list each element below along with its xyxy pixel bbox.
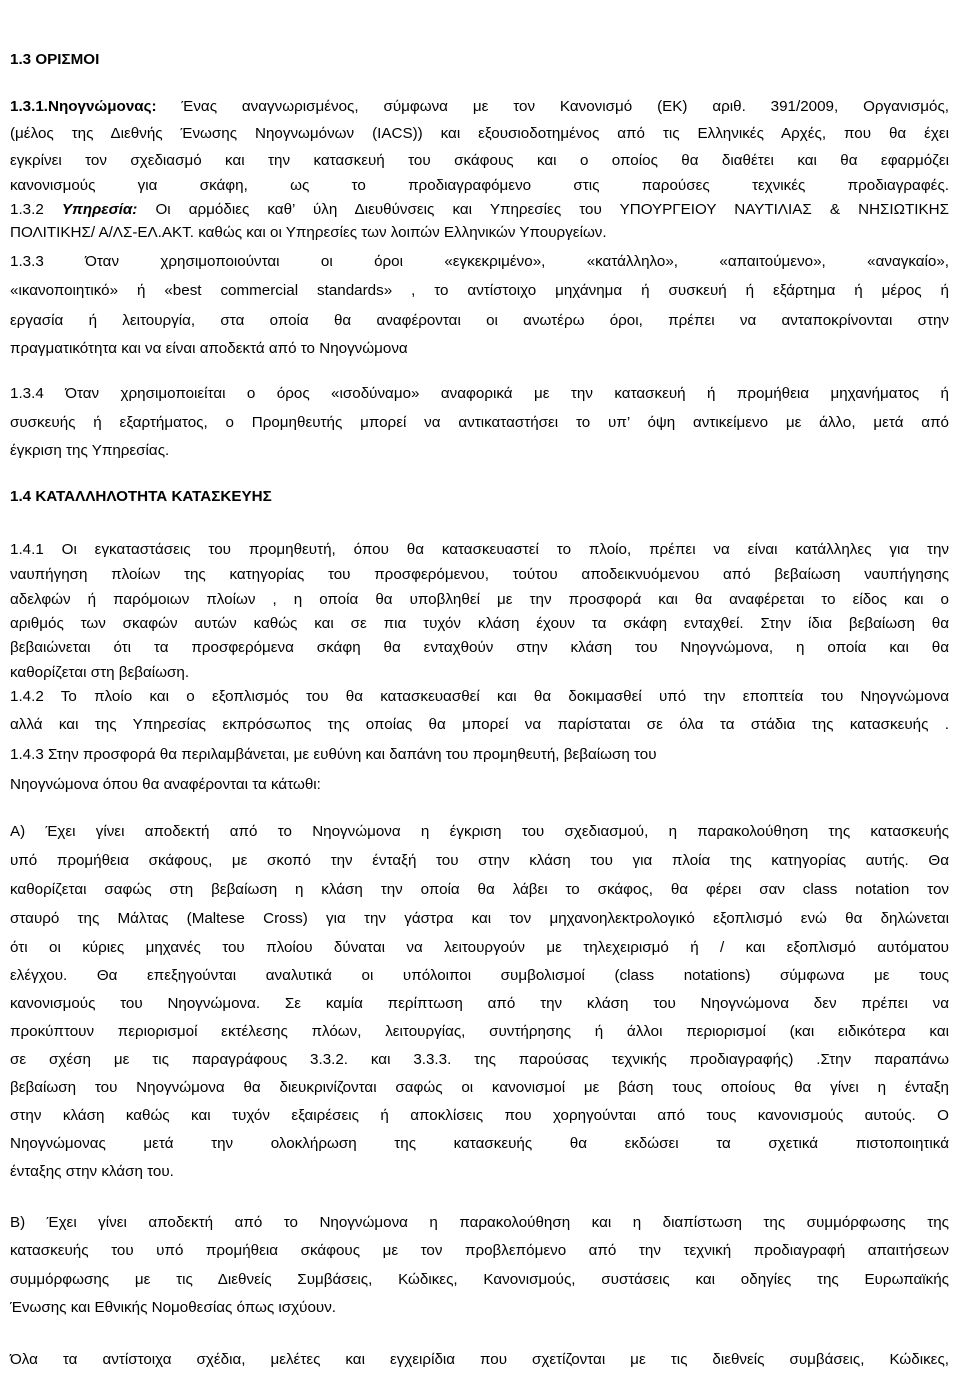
item-b-line: συμμόρφωσης με τις Διεθνείς Συμβάσεις, Κώδικες, Κανονισμούς, συστάσεις και οδηγίες της Ευρωπαϊκής bbox=[10, 1271, 949, 1288]
definition-1-3-1-line: εγκρίνει τον σχεδιασμό και την κατασκευή του σκάφους και ο οποίος θα διαθέτει και θα εφαρμόζει bbox=[10, 152, 949, 169]
paragraph-1-4-3-line: 1.4.3 Στην προσφορά θα περιλαμβάνεται, με ευθύνη και δαπάνη του προμηθευτή, βεβαίωση του bbox=[10, 746, 657, 763]
ministry-name: ΠΟΛΙΤΙΚΗΣ/ Α/ΛΣ-ΕΛ.ΑΚΤ. bbox=[10, 224, 194, 241]
paragraph-1-4-1-line: αδελφών ή παρόμοιων πλοίων , η οποία θα υποβληθεί με την προσφορά και θα αναφέρεται το είδος και ο bbox=[10, 591, 949, 608]
item-a-line: κανονισμούς του Νηογνώμονα. Σε καμία περίπτωση από την κλάση του Νηογνώμονα δεν πρέπει να bbox=[10, 995, 949, 1012]
definition-term: Νηογνώμονας: bbox=[48, 98, 157, 115]
item-b-line: Ένωσης και Εθνικής Νομοθεσίας όπως ισχύουν. bbox=[10, 1299, 337, 1316]
closing-paragraph-line: Όλα τα αντίστοιχα σχέδια, μελέτες και εγχειρίδια που σχετίζονται με τις διεθνείς συμβάσεις, Κώδικες, bbox=[10, 1351, 949, 1368]
definition-1-3-1-line: κανονισμούς για σκάφη, ως το προδιαγραφόμενο στις παρούσες τεχνικές προδιαγραφές. bbox=[10, 177, 949, 194]
paragraph-1-4-2-line: 1.4.2 Το πλοίο και ο εξοπλισμός του θα κατασκευασθεί και θα δοκιμασθεί υπό την εποπτεία του Νηογνώμονα bbox=[10, 688, 949, 705]
definition-1-3-4-line: 1.3.4 Όταν χρησιμοποιείται ο όρος «ισοδύναμο» αναφορικά με την κατασκευή ή προμήθεια μηχανήματος ή bbox=[10, 385, 949, 402]
item-a-line: σε σχέση με τις παραγράφους 3.3.2. και 3.3.3. της παρούσας τεχνικής προδιαγραφής) .Στην παραπάνω bbox=[10, 1051, 949, 1068]
paragraph-1-4-1-line: αριθμός των σκαφών αυτών καθώς και σε πια τυχόν κλάση έχουν τα σκάφη ενταχθεί. Στην ίδια βεβαίωση θα bbox=[10, 615, 949, 632]
definition-1-3-3-line: εργασία ή λειτουργία, στα οποία θα αναφέρονται οι ανωτέρω όροι, πρέπει να ανταποκρίνονται στην bbox=[10, 312, 949, 329]
section-heading-1-4: 1.4 ΚΑΤΑΛΛΗΛΟΤΗΤΑ ΚΑΤΑΣΚΕΥΗΣ bbox=[10, 488, 272, 505]
item-a-line: στην κλάση καθώς και τυχόν εξαιρέσεις ή αποκλίσεις που χορηγούνται από τους κανονισμούς αυτούς. Ο bbox=[10, 1107, 949, 1124]
item-b-line: κατασκευής του υπό προμήθεια σκάφους με τον προβλεπόμενο από την τεχνική προδιαγραφή απαιτήσεων bbox=[10, 1242, 949, 1259]
definition-1-3-4-line: έγκριση της Υπηρεσίας. bbox=[10, 442, 170, 459]
definition-term: Υπηρεσία: bbox=[61, 201, 138, 218]
definition-1-3-3-line: «ικανοποιητικό» ή «best commercial standards» , το αντίστοιχο μηχάνημα ή συσκευή ή εξάρτημα ή μέρος ή bbox=[10, 282, 949, 299]
item-b-line: Β) Έχει γίνει αποδεκτή από το Νηογνώμονα η παρακολούθηση και η διαπίστωση της συμμόρφωσης της bbox=[10, 1214, 949, 1231]
item-a-line: βεβαίωση του Νηογνώμονα θα διευκρινίζονται σαφώς οι κανονισμοί με βάση τους οποίους θα γίνει η ένταξη bbox=[10, 1079, 949, 1096]
paragraph-1-4-1-line: βεβαιώνεται ότι τα προσφερόμενα σκάφη θα ενταχθούν στην κλάση του Νηογνώμονα, η οποία και θα bbox=[10, 639, 949, 656]
item-a-line: ένταξης στην κλάση του. bbox=[10, 1163, 174, 1180]
definition-1-3-4-line: συσκευής ή εξαρτήματος, ο Προμηθευτής μπορεί να αντικαταστήσει το υπ’ όψη αντικείμενο με άλλο, μετά από bbox=[10, 414, 949, 431]
item-a-line: ελέγχου. Θα επεξηγούνται αναλυτικά οι υπόλοιποι συμβολισμοί (class notations) σύμφωνα με τους bbox=[10, 967, 949, 984]
definition-number: 1.3.2 bbox=[10, 201, 44, 218]
paragraph-1-4-1-line: 1.4.1 Οι εγκαταστάσεις του προμηθευτή, όπου θα κατασκευαστεί το πλοίο, πρέπει να είναι κατάλληλες για την bbox=[10, 541, 949, 558]
paragraph-1-4-1-line: ναυπήγηση πλοίων της κατηγορίας του προσφερόμενου, τούτου αποδεικνυόμενου από βεβαίωση ναυπήγησης bbox=[10, 566, 949, 583]
definition-1-3-2-line bbox=[10, 200, 949, 220]
definition-1-3-3-line: 1.3.3 Όταν χρησιμοποιούνται οι όροι «εγκεκριμένο», «κατάλληλο», «απαιτούμενο», «αναγκαίο», bbox=[10, 253, 949, 270]
item-a-line: σταυρό της Μάλτας (Maltese Cross) για την γάστρα και τον μηχανοηλεκτρολογικό εξοπλισμό ενώ θα δηλώνεται bbox=[10, 910, 949, 927]
paragraph-1-4-1-line: καθορίζεται στη βεβαίωση. bbox=[10, 664, 190, 681]
definition-1-3-2-line bbox=[10, 223, 607, 243]
item-a-line: προκύπτουν περιορισμοί εκτέλεσης πλόων, λειτουργίας, συντήρησης ή άλλοι περιορισμοί (και ειδικότερα και bbox=[10, 1023, 949, 1040]
definition-text: Οι αρμόδιες καθ’ ύλη Διευθύνσεις και Υπηρεσίες του ΥΠΟΥΡΓΕΙΟΥ ΝΑΥΤΙΛΙΑΣ & ΝΗΣΙΩΤΙΚΗΣ bbox=[137, 201, 949, 218]
paragraph-1-4-3-line: Νηογνώμονα όπου θα αναφέρονται τα κάτωθι: bbox=[10, 776, 321, 793]
definition-text: καθώς και οι Υπηρεσίες των λοιπών Ελληνικών Υπουργείων. bbox=[193, 224, 607, 241]
paragraph-1-4-2-line: αλλά και της Υπηρεσίας εκπρόσωπος της οποίας θα μπορεί να παρίσταται σε όλα τα στάδια της κατασκευής . bbox=[10, 716, 949, 733]
definition-text: Ένας αναγνωρισμένος, σύμφωνα με τον Κανονισμό (ΕΚ) αριθ. 391/2009, Οργανισμός, bbox=[156, 98, 949, 115]
section-heading-1-3: 1.3 ΟΡΙΣΜΟΙ bbox=[10, 51, 100, 68]
definition-1-3-1-line: (μέλος της Διεθνής Ένωσης Νηογνωμόνων (IACS)) και εξουσιοδοτημένος από τις Ελληνικές Αρχές, που θα έχει bbox=[10, 125, 949, 142]
item-a-line: καθορίζεται σαφώς στη βεβαίωση η κλάση την οποία θα λάβει το σκάφος, θα φέρει σαν class notation τον bbox=[10, 881, 949, 898]
item-a-line: Νηογνώμονας μετά την ολοκλήρωση της κατασκευής θα εκδώσει τα σχετικά πιστοποιητικά bbox=[10, 1135, 949, 1152]
definition-1-3-1-line bbox=[10, 97, 949, 117]
item-a-line: ότι οι κύριες μηχανές του πλοίου δύναται να λειτουργούν με τηλεχειρισμό ή / και εξοπλισμό αυτόματου bbox=[10, 939, 949, 956]
definition-1-3-3-line: πραγματικότητα και να είναι αποδεκτά από το Νηογνώμονα bbox=[10, 340, 408, 357]
item-a-line: Α) Έχει γίνει αποδεκτή από το Νηογνώμονα η έγκριση του σχεδιασμού, η παρακολούθηση της κατασκευής bbox=[10, 823, 949, 840]
definition-number: 1.3.1. bbox=[10, 98, 48, 115]
item-a-line: υπό προμήθεια σκάφους, με σκοπό την ένταξή του στην κλάση του για πλοία της κατηγορίας αυτής. Θα bbox=[10, 852, 949, 869]
